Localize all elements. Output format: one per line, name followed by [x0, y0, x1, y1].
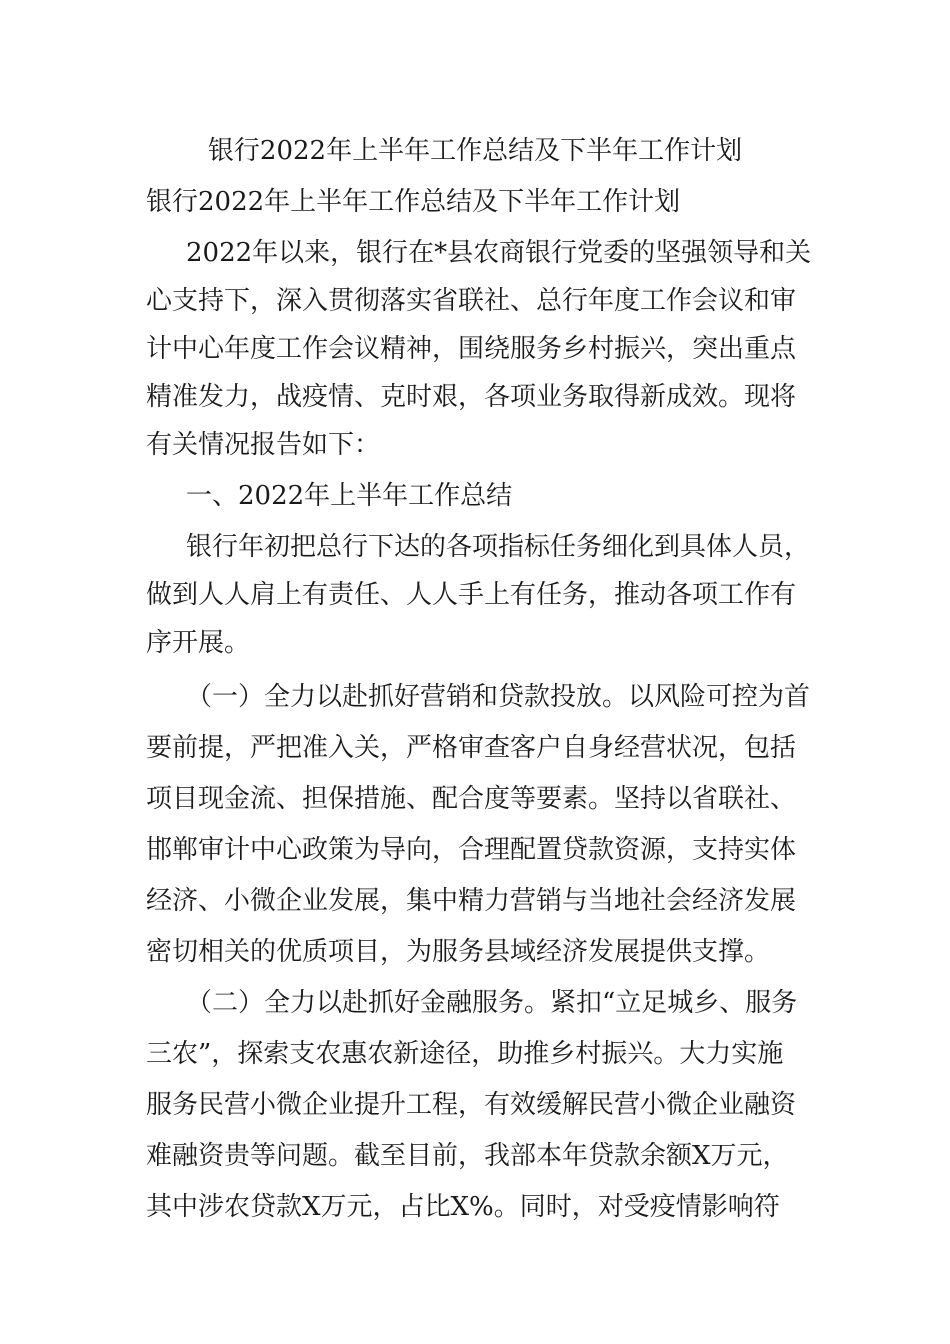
paragraph-line: 其中涉农贷款X万元，占比X%。同时，对受疫情影响符	[146, 1192, 780, 1222]
paragraph-line: 心支持下，深入贯彻落实省联社、总行年度工作会议和审	[146, 286, 797, 316]
document-title: 银行2022年上半年工作总结及下半年工作计划	[207, 136, 743, 166]
paragraph-line: 项目现金流、担保措施、配合度等要素。坚持以省联社、	[146, 784, 797, 814]
paragraph-line: 银行年初把总行下达的各项指标任务细化到具体人员，	[186, 532, 811, 562]
paragraph-line: （二）全力以赴抓好金融服务。紧扣“立足城乡、服务	[186, 988, 798, 1018]
paragraph-line: 密切相关的优质项目，为服务县域经济发展提供支撑。	[146, 937, 771, 967]
paragraph-line: 经济、小微企业发展，集中精力营销与当地社会经济发展	[146, 886, 797, 916]
paragraph-line: 做到人人肩上有责任、人人手上有任务，推动各项工作有	[146, 580, 797, 610]
paragraph-line: 有关情况报告如下：	[146, 430, 381, 460]
paragraph-line: 三农”，探索支农惠农新途径，助推乡村振兴。大力实施	[146, 1039, 784, 1069]
paragraph-line: 2022年以来，银行在*县农商银行党委的坚强领导和关	[186, 238, 812, 268]
paragraph-line: 要前提，严把准入关，严格审查客户自身经营状况，包括	[146, 733, 797, 763]
paragraph-line: 计中心年度工作会议精神，围绕服务乡村振兴，突出重点	[146, 334, 797, 364]
paragraph-line: 难融资贵等问题。截至目前，我部本年贷款余额X万元，	[146, 1141, 789, 1171]
paragraph-line: 精准发力，战疫情、克时艰，各项业务取得新成效。现将	[146, 382, 797, 412]
paragraph-line: （一）全力以赴抓好营销和贷款投放。以风险可控为首	[186, 682, 811, 712]
document-subtitle: 银行2022年上半年工作总结及下半年工作计划	[146, 187, 681, 217]
paragraph-line: 邯郸审计中心政策为导向，合理配置贷款资源，支持实体	[146, 835, 797, 865]
paragraph-line: 服务民营小微企业提升工程，有效缓解民营小微企业融资	[146, 1090, 797, 1120]
paragraph-line: 序开展。	[146, 628, 251, 658]
section-heading: 一、2022年上半年工作总结	[186, 481, 513, 511]
